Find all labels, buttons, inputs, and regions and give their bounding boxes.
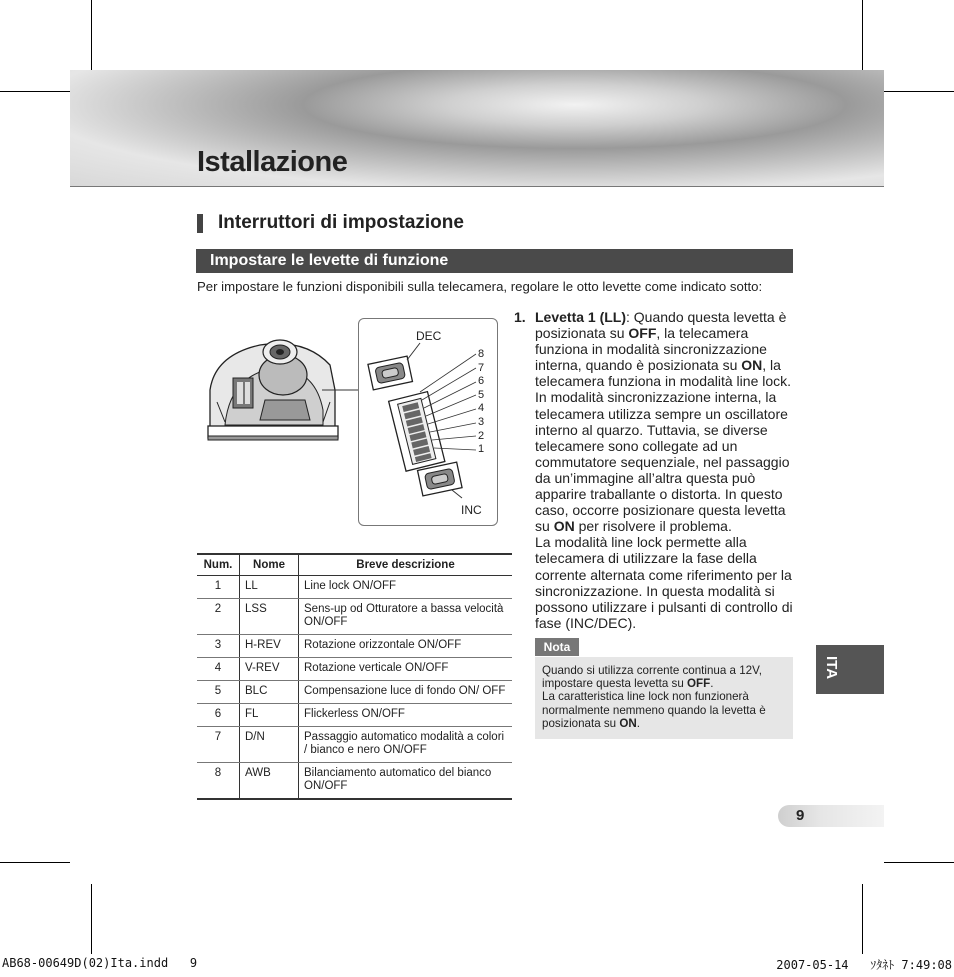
footer-timestamp: 2007-05-14 ｿﾀﾈﾄ 7:49:08 (776, 958, 952, 972)
item-on: ON (553, 518, 575, 535)
crop-mark (884, 91, 954, 92)
cell-name: FL (240, 704, 299, 727)
switch-number: 1 (478, 443, 485, 456)
note-off: OFF (687, 677, 711, 691)
cell-num: 1 (197, 576, 240, 599)
note-on: ON (619, 716, 637, 730)
column-header-desc: Breve descrizione (299, 554, 513, 576)
crop-mark (0, 91, 70, 92)
crop-mark (862, 0, 863, 70)
cell-num: 2 (197, 599, 240, 635)
item-number: 1. (514, 309, 526, 325)
table-row (197, 681, 512, 704)
cell-num: 5 (197, 681, 240, 704)
cell-num: 4 (197, 658, 240, 681)
cell-desc: Line lock ON/OFF (299, 576, 513, 599)
switch-number: 8 (478, 348, 485, 360)
table-row (197, 576, 512, 599)
switch-number: 2 (478, 429, 485, 442)
intro-text: Per impostare le funzioni disponibili sulla telecamera, regolare le otto levette come indicato sotto: (197, 279, 763, 294)
cell-desc: Sens-up od Otturatore a bassa velocità ON/OFF (299, 599, 513, 635)
item-off: OFF (628, 325, 657, 342)
cell-name: BLC (240, 681, 299, 704)
page-title: Istallazione (197, 146, 348, 178)
item-text: La modalità line lock permette alla telecamera di utilizzare la fase della corrente alternata come riferimento per la sincronizzazione. In questa modalità si possono utilizzare i pulsanti di controllo di fase (INC/DEC). (535, 534, 793, 631)
table-row (197, 704, 512, 727)
function-table (197, 553, 512, 800)
cell-desc: Rotazione verticale ON/OFF (299, 658, 513, 681)
page-number-bar (778, 805, 884, 827)
cell-name: LSS (240, 599, 299, 635)
switch-number: 4 (478, 402, 485, 415)
crop-mark (0, 862, 70, 863)
switch-number: 3 (478, 415, 485, 428)
cell-name: AWB (240, 763, 299, 800)
header-banner (70, 70, 884, 187)
cell-num: 8 (197, 763, 240, 800)
item-text: , la telecamera funziona in modalità sincronizzazione interna, quando è posizionata su (535, 325, 767, 374)
cell-desc: Rotazione orizzontale ON/OFF (299, 635, 513, 658)
note-label: Nota (535, 638, 579, 656)
cell-name: V-REV (240, 658, 299, 681)
section-marker (197, 214, 203, 233)
cell-desc: Flickerless ON/OFF (299, 704, 513, 727)
cell-name: H-REV (240, 635, 299, 658)
table-row (197, 599, 512, 635)
item-text: : Quando questa levetta è posizionata su (535, 309, 787, 342)
cell-num: 7 (197, 727, 240, 763)
crop-mark (91, 0, 92, 70)
table-row (197, 635, 512, 658)
crop-mark (884, 862, 954, 863)
switch-number: 7 (478, 361, 485, 374)
dec-label: DEC (416, 329, 442, 343)
switch-number: 5 (478, 388, 485, 401)
item-description (535, 309, 795, 631)
cell-desc: Bilanciamento automatico del bianco ON/OFF (299, 763, 513, 800)
note-text (542, 664, 788, 730)
cell-num: 6 (197, 704, 240, 727)
dip-switch-drawing (362, 340, 485, 500)
note-line: . (710, 677, 714, 691)
cell-desc: Passaggio automatico modalità a colori / bianco e nero ON/OFF (299, 727, 513, 763)
note-line: La caratteristica line lock non funzionerà normalmente nemmeno quando la levetta è posizionata su (542, 690, 766, 730)
item-text: , la telecamera funziona in modalità line lock. In modalità sincronizzazione interna, la telecamera utilizza sempre un oscillatore interno al quarzo. Tuttavia, se diverse telecamere sono collegate ad un commutatore sequenziale, nel passaggio da un’immagine all’altra questa può apparire traballante o distorta. In questo caso, occorre posizionare questa levetta su (535, 357, 792, 535)
table-row (197, 727, 512, 763)
item-label: Levetta 1 (LL) (535, 309, 627, 325)
table-row (197, 658, 512, 681)
language-tab-label: ITA (823, 656, 840, 680)
crop-mark (91, 884, 92, 954)
table-header-row (197, 554, 512, 576)
page-number: 9 (796, 807, 805, 824)
crop-mark (862, 884, 863, 954)
section-title: Interruttori di impostazione (218, 212, 464, 233)
note-line: Quando si utilizza corrente continua a 12V, impostare questa levetta su (542, 664, 762, 691)
switch-number: 6 (478, 375, 485, 388)
cell-name: LL (240, 576, 299, 599)
inc-label: INC (461, 503, 482, 517)
note-line: . (636, 716, 640, 730)
table-row (197, 763, 512, 800)
item-on: ON (741, 357, 763, 374)
column-header-num: Num. (197, 554, 240, 576)
item-text: per risolvere il problema. (574, 518, 732, 535)
footer-file: AB68-00649D(02)Ita.indd 9 (2, 956, 198, 970)
column-header-name: Nome (240, 554, 299, 576)
leader-line (322, 385, 362, 395)
cell-desc: Compensazione luce di fondo ON/ OFF (299, 681, 513, 704)
subsection-title: Impostare le levette di funzione (210, 252, 449, 269)
cell-num: 3 (197, 635, 240, 658)
cell-name: D/N (240, 727, 299, 763)
